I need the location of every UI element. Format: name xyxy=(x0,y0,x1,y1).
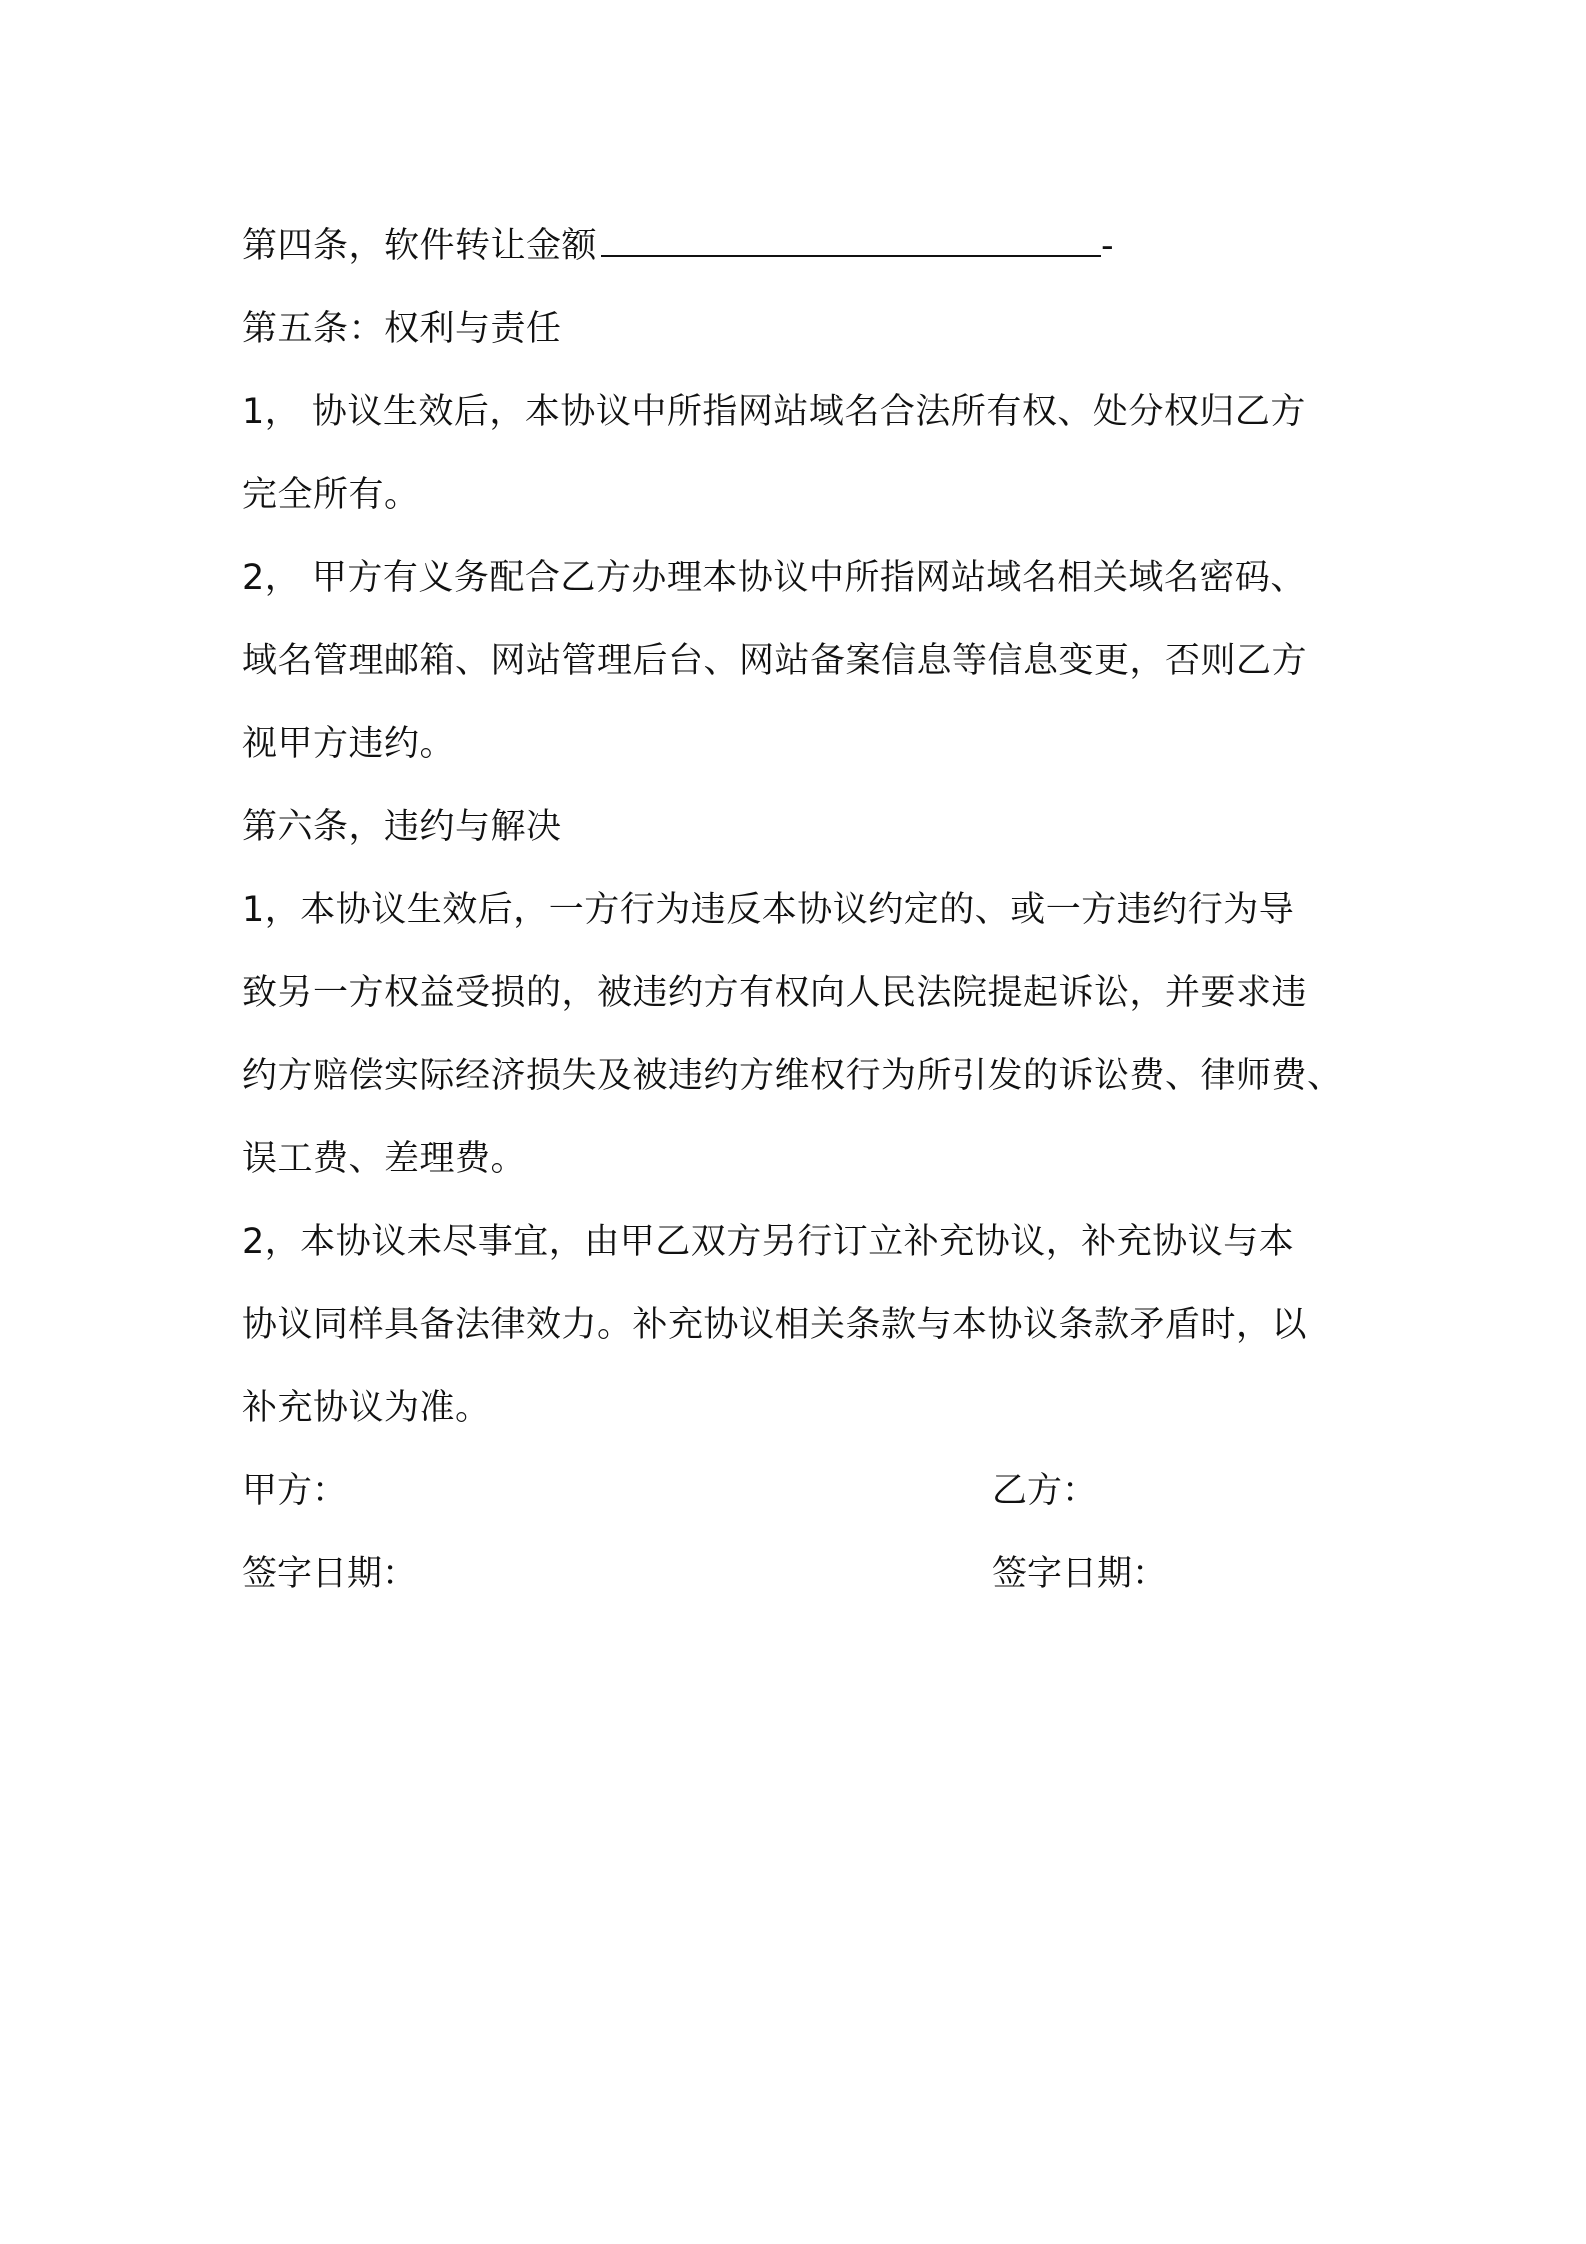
article-6-item-2-line-3: 补充协议为准。 xyxy=(242,1388,491,1428)
document-body xyxy=(242,205,1372,1616)
article-5-item-1-line-1: 1， 协议生效后，本协议中所指网站域名合法所有权、处分权归乙方 xyxy=(242,392,1306,432)
article-6-title: 第六条，违约与解决 xyxy=(242,807,562,847)
article-4-label: 第四条，软件转让金额 xyxy=(242,226,598,266)
signature-party-row xyxy=(242,1450,1372,1533)
party-a-date-label: 签字日期： xyxy=(242,1554,418,1594)
article-5-title: 第五条：权利与责任 xyxy=(242,309,562,349)
article-6-item-1-line-1: 1，本协议生效后，一方行为违反本协议约定的、或一方违约行为导 xyxy=(242,890,1295,930)
article-5-item-2-line-2: 域名管理邮箱、网站管理后台、网站备案信息等信息变更，否则乙方 xyxy=(242,641,1308,681)
article-5-item-2-line-1: 2， 甲方有义务配合乙方办理本协议中所指网站域名相关域名密码、 xyxy=(242,558,1306,598)
article-4-line xyxy=(242,205,1372,288)
article-6-item-1-line-2: 致另一方权益受损的，被违约方有权向人民法院提起诉讼，并要求违 xyxy=(242,973,1308,1013)
article-5-item-1-line-2: 完全所有。 xyxy=(242,475,420,515)
party-b-date-label: 签字日期： xyxy=(992,1554,1168,1594)
party-a-label: 甲方： xyxy=(242,1471,348,1511)
signature-date-row xyxy=(242,1533,1372,1616)
article-6-item-2-line-1: 2，本协议未尽事宜，由甲乙双方另行订立补充协议，补充协议与本 xyxy=(242,1222,1295,1262)
article-6-item-2-line-2: 协议同样具备法律效力。补充协议相关条款与本协议条款矛盾时，以 xyxy=(242,1305,1308,1345)
party-b-label: 乙方： xyxy=(992,1471,1098,1511)
article-6-item-1-line-4: 误工费、差理费。 xyxy=(242,1139,527,1179)
article-4-suffix: - xyxy=(1101,226,1115,266)
article-6-item-1-line-3: 约方赔偿实际经济损失及被违约方维权行为所引发的诉讼费、律师费、 xyxy=(242,1056,1343,1096)
amount-blank xyxy=(601,225,1101,257)
article-5-item-2-line-3: 视甲方违约。 xyxy=(242,724,456,764)
